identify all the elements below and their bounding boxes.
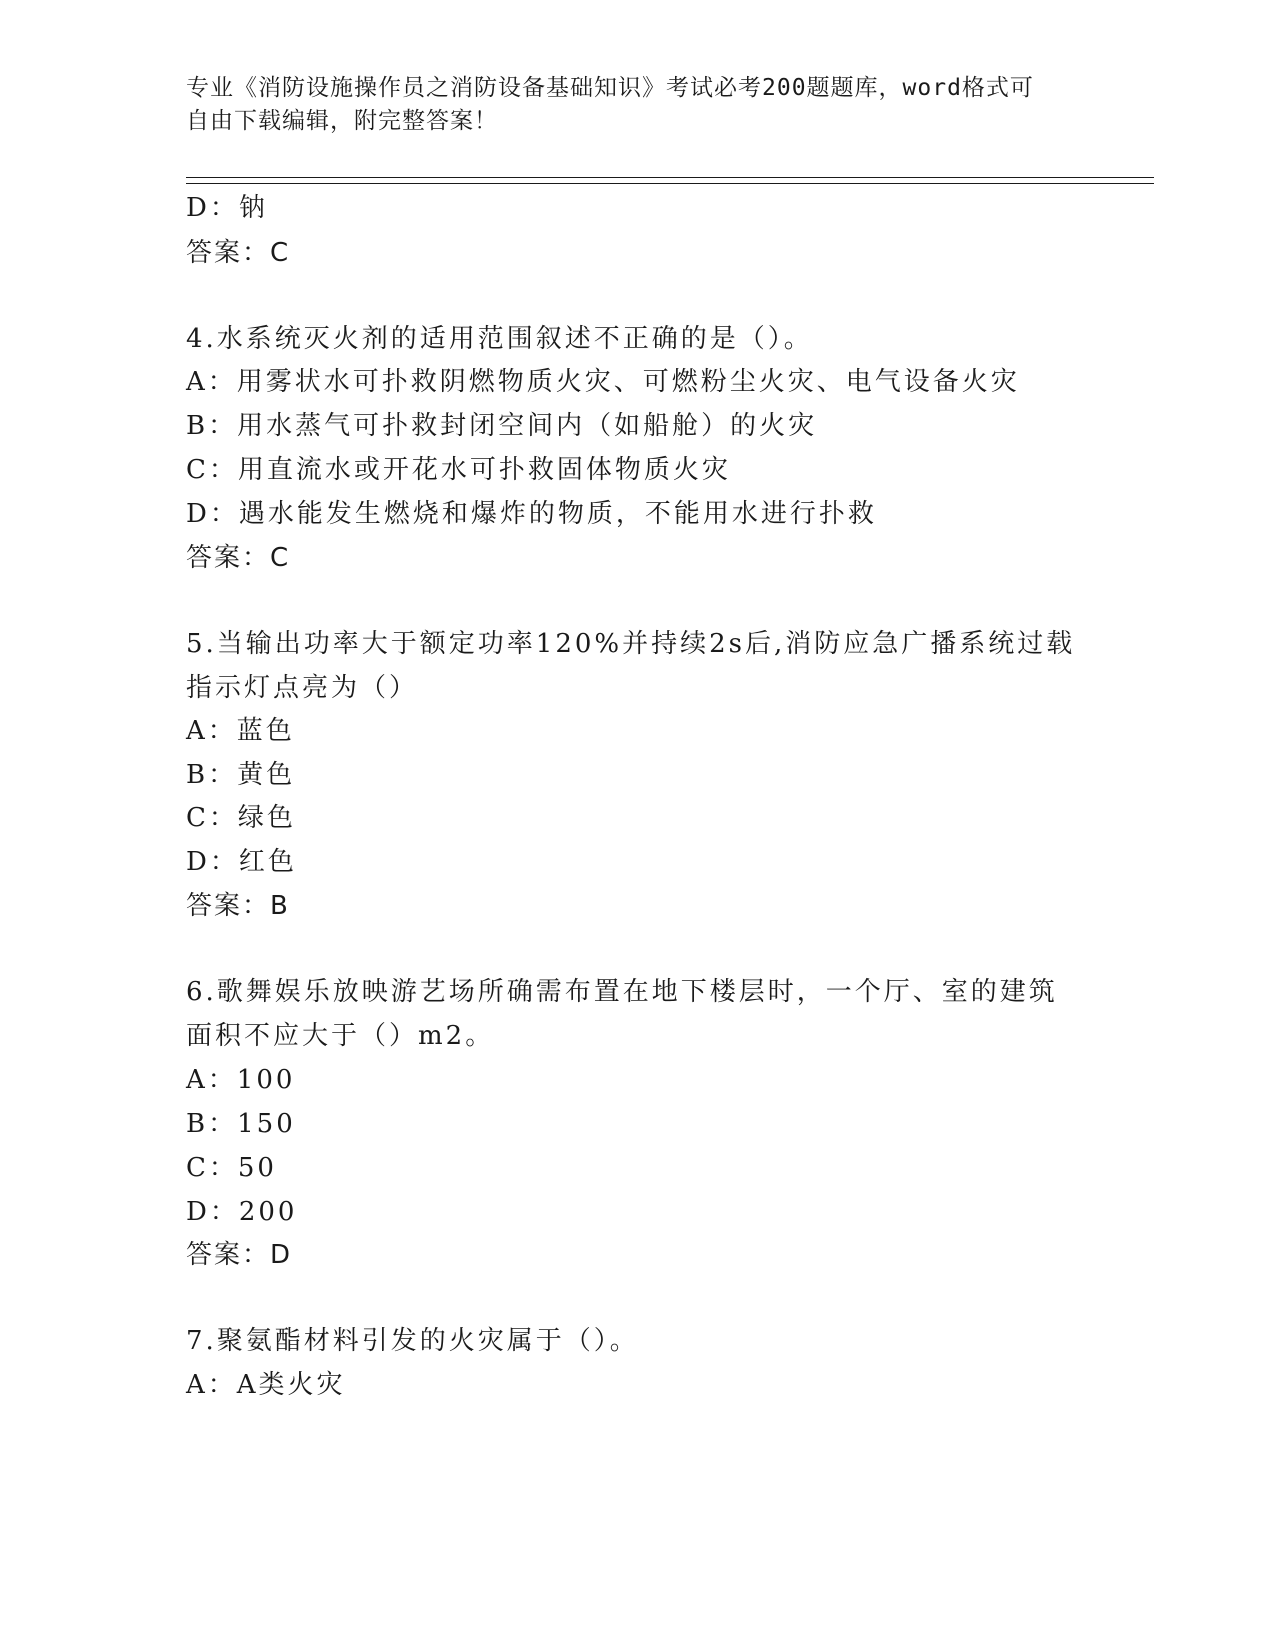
option-b: B：黄色 <box>186 760 296 790</box>
question-stem: 4.水系统灭火剂的适用范围叙述不正确的是（）。 <box>186 324 813 354</box>
option-b: B：150 <box>186 1109 296 1139</box>
option-b: B：用水蒸气可扑救封闭空间内（如船舱）的火灾 <box>186 411 818 441</box>
question-stem-continued: 指示灯点亮为（） <box>186 673 419 703</box>
document-header <box>186 72 1076 138</box>
header-divider-top <box>186 177 1154 178</box>
option-d: D：遇水能发生燃烧和爆炸的物质，不能用水进行扑救 <box>186 499 877 529</box>
question-stem: 5.当输出功率大于额定功率120%并持续2s后,消防应急广播系统过载 <box>186 629 1076 659</box>
option-c: C：用直流水或开花水可扑救固体物质火灾 <box>186 455 731 485</box>
answer-line: 答案：B <box>186 891 290 921</box>
option-c: C：50 <box>186 1153 277 1183</box>
option-d: D：200 <box>186 1197 298 1227</box>
question-stem: 7.聚氨酯材料引发的火灾属于（）。 <box>186 1326 639 1356</box>
option-d: D：红色 <box>186 847 297 877</box>
question-stem-continued: 面积不应大于（）m2。 <box>186 1021 495 1051</box>
question-stem: 6.歌舞娱乐放映游艺场所确需布置在地下楼层时，一个厅、室的建筑 <box>186 977 1058 1007</box>
option-a: A：蓝色 <box>186 716 295 746</box>
option-a: A：100 <box>186 1065 296 1095</box>
option-c: C：绿色 <box>186 803 296 833</box>
header-divider-bottom <box>186 183 1154 184</box>
answer-line: 答案：C <box>186 543 291 573</box>
answer-line: 答案：D <box>186 1240 293 1270</box>
answer-line: 答案：C <box>186 238 291 268</box>
option-a: A：用雾状水可扑救阴燃物质火灾、可燃粉尘火灾、电气设备火灾 <box>186 367 1020 397</box>
header-line-1: 专业《消防设施操作员之消防设备基础知识》考试必考200题题库，word格式可 <box>186 75 1034 101</box>
option-d: D：钠 <box>186 193 268 223</box>
header-line-2: 自由下载编辑，附完整答案！ <box>186 108 498 134</box>
option-a: A：A类火灾 <box>186 1370 346 1400</box>
